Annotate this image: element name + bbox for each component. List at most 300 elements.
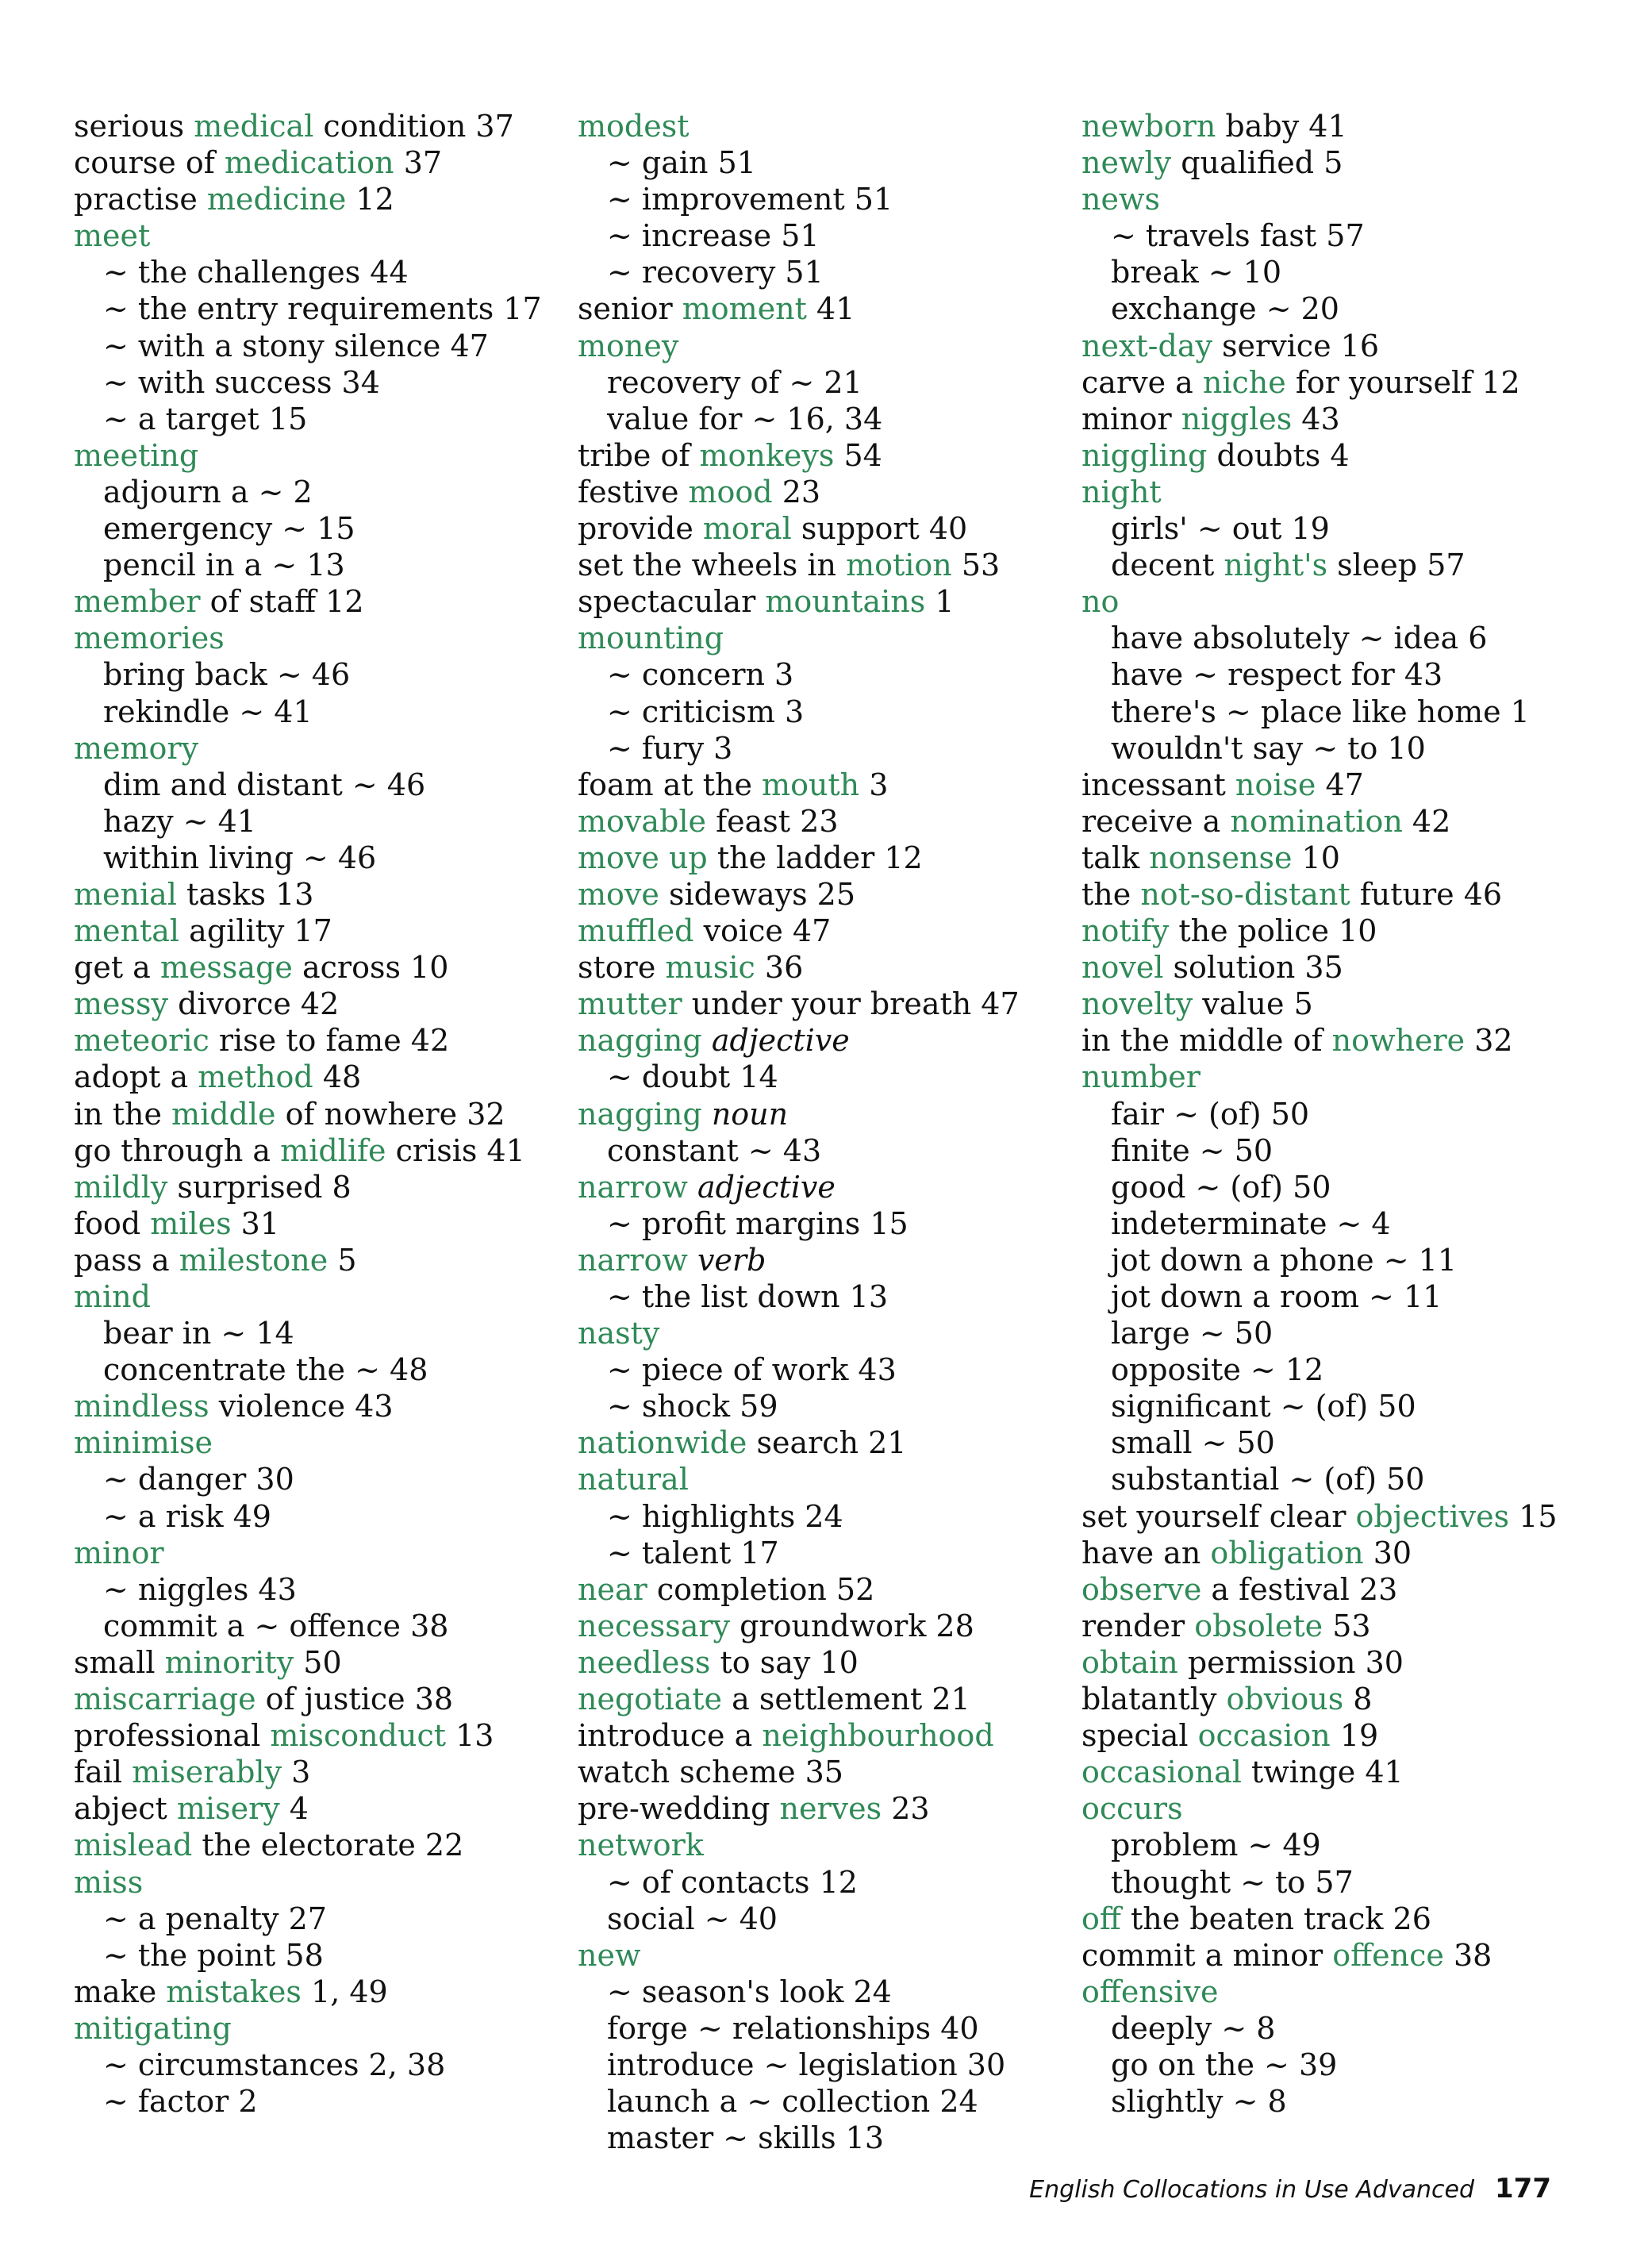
entry-text: go on the ~ 39 <box>1111 2047 1338 2082</box>
headword: night <box>1081 474 1162 509</box>
entry-text: in the middle of <box>1081 1023 1332 1059</box>
index-subentry <box>1081 1827 1573 1863</box>
entry-text: introduce a <box>578 1718 763 1754</box>
index-entry <box>578 1022 1070 1059</box>
headword: nationwide <box>578 1425 747 1461</box>
entry-text: decent <box>1111 548 1224 583</box>
entry-text: watch scheme 35 <box>578 1755 843 1790</box>
entry-text: 43 <box>1292 401 1340 436</box>
entry-text: value for ~ 16, 34 <box>607 401 883 436</box>
index-subentry <box>578 254 1070 290</box>
headword: offence <box>1332 1937 1444 1973</box>
entry-text: jot down a room ~ 11 <box>1111 1279 1443 1314</box>
index-subentry <box>74 840 566 876</box>
entry-text: practise <box>74 182 207 217</box>
entry-text: 31 <box>231 1205 280 1241</box>
headword: narrow <box>578 1242 688 1278</box>
headword: medication <box>224 145 394 181</box>
headword: observe <box>1081 1571 1202 1607</box>
entry-text: twinge 41 <box>1241 1755 1404 1790</box>
headword: offensive <box>1081 1974 1219 2009</box>
index-entry <box>1081 803 1573 840</box>
entry-text: support 40 <box>791 511 968 547</box>
entry-text: pencil in a ~ 13 <box>103 548 345 583</box>
index-subentry <box>74 474 566 510</box>
index-entry <box>74 217 566 254</box>
entry-text: ~ talent 17 <box>607 1535 779 1570</box>
part-of-speech: noun <box>711 1096 789 1132</box>
index-subentry <box>74 290 566 327</box>
headword: nonsense <box>1149 840 1293 875</box>
headword: niggling <box>1081 437 1208 473</box>
entry-text: future 46 <box>1350 876 1503 912</box>
entry-text: ~ highlights 24 <box>607 1498 843 1534</box>
headword: miserably <box>132 1755 282 1790</box>
index-entry <box>74 144 566 181</box>
index-subentry <box>578 217 1070 254</box>
index-entry <box>578 913 1070 949</box>
index-subentry <box>74 1901 566 1937</box>
headword: mildly <box>74 1169 168 1205</box>
entry-text: violence 43 <box>209 1389 394 1424</box>
index-subentry <box>1081 1351 1573 1388</box>
entry-text: course of <box>74 145 225 181</box>
entry-text: agility 17 <box>179 913 332 949</box>
headword: miscarriage <box>74 1682 256 1717</box>
entry-text: ~ a target 15 <box>103 401 308 436</box>
index-subentry <box>74 328 566 364</box>
index-entry <box>74 1974 566 2010</box>
index-subentry <box>1081 1315 1573 1351</box>
index-subentry <box>1081 217 1573 254</box>
entry-text: master ~ skills 13 <box>607 2120 885 2156</box>
index-subentry <box>1081 620 1573 656</box>
index-subentry <box>578 1205 1070 1242</box>
entry-text: recovery of ~ 21 <box>607 364 862 400</box>
entry-text: serious <box>74 109 194 144</box>
index-entry <box>74 1754 566 1790</box>
index-entry <box>578 1937 1070 1974</box>
headword: minimise <box>74 1425 213 1461</box>
entry-text: bring back ~ 46 <box>103 657 351 693</box>
index-entry <box>578 1096 1070 1132</box>
entry-text: ~ criticism 3 <box>607 694 805 729</box>
headword: misconduct <box>270 1718 447 1754</box>
entry-text: finite ~ 50 <box>1111 1132 1273 1168</box>
entry-text: condition 37 <box>313 109 514 144</box>
entry-text: go through a <box>74 1132 281 1168</box>
index-entry <box>1081 1498 1573 1535</box>
headword: night's <box>1224 548 1328 583</box>
entry-text: social ~ 40 <box>607 1901 778 1936</box>
headword: novel <box>1081 950 1164 986</box>
index-entry <box>1081 1022 1573 1059</box>
index-entry <box>578 876 1070 913</box>
entry-text: ~ circumstances 2, 38 <box>103 2047 446 2082</box>
index-entry <box>1081 474 1573 510</box>
entry-text: the police 10 <box>1169 913 1377 949</box>
entry-text: special <box>1081 1718 1198 1754</box>
entry-text: a settlement 21 <box>722 1682 970 1717</box>
entry-text: solution 35 <box>1163 950 1343 986</box>
entry-text: set yourself clear <box>1081 1498 1356 1534</box>
index-subentry <box>1081 1388 1573 1424</box>
index-entry <box>578 1315 1070 1351</box>
index-subentry <box>74 694 566 730</box>
entry-text: 5 <box>328 1242 357 1278</box>
index-subentry <box>578 1351 1070 1388</box>
entry-text: voice 47 <box>693 913 832 949</box>
index-entry <box>1081 1535 1573 1571</box>
entry-text: break ~ 10 <box>1111 255 1282 290</box>
index-entry <box>1081 1059 1573 1095</box>
entry-text: 1 <box>925 584 955 620</box>
entry-text: the ladder 12 <box>707 840 923 875</box>
index-subentry <box>1081 254 1573 290</box>
entry-text: constant ~ 43 <box>607 1132 822 1168</box>
headword: network <box>578 1828 704 1863</box>
headword: muffled <box>578 913 694 949</box>
headword: memory <box>74 730 199 766</box>
entry-text: baby 41 <box>1216 109 1347 144</box>
entry-text: search 21 <box>747 1425 907 1461</box>
index-subentry <box>578 656 1070 693</box>
entry-text: abject <box>74 1791 177 1827</box>
index-column-1 <box>74 108 566 2120</box>
entry-text: professional <box>74 1718 271 1754</box>
headword: music <box>665 950 755 986</box>
entry-text: pre-wedding <box>578 1791 780 1827</box>
index-entry <box>74 1169 566 1205</box>
index-entry <box>1081 583 1573 620</box>
index-subentry <box>578 2047 1070 2083</box>
entry-text: 53 <box>951 548 1001 583</box>
entry-text: tasks 13 <box>176 876 314 912</box>
index-entry <box>74 1388 566 1424</box>
entry-text: 3 <box>282 1755 311 1790</box>
entry-text: ~ shock 59 <box>607 1389 778 1424</box>
index-entry <box>578 767 1070 803</box>
index-subentry <box>578 2010 1070 2047</box>
index-entry <box>1081 767 1573 803</box>
entry-text: ~ recovery 51 <box>607 255 824 290</box>
headword: messy <box>74 986 168 1022</box>
headword: mutter <box>578 986 682 1022</box>
index-entry <box>1081 181 1573 217</box>
index-entry <box>74 876 566 913</box>
index-subentry <box>1081 1424 1573 1461</box>
index-subentry <box>578 401 1070 437</box>
entry-text: slightly ~ 8 <box>1111 2084 1287 2120</box>
headword: obtain <box>1081 1644 1178 1680</box>
headword: moment <box>682 291 807 327</box>
entry-text: qualified 5 <box>1171 145 1343 181</box>
entry-text: 23 <box>882 1791 930 1827</box>
headword: meet <box>74 218 151 254</box>
headword: necessary <box>578 1608 731 1643</box>
index-entry <box>74 1022 566 1059</box>
index-entry <box>578 1169 1070 1205</box>
index-subentry <box>578 181 1070 217</box>
entry-text <box>688 1243 697 1278</box>
index-entry <box>74 1827 566 1863</box>
index-entry <box>74 986 566 1022</box>
entry-text: sleep 57 <box>1327 548 1466 583</box>
headword: news <box>1081 182 1160 217</box>
entry-text: for yourself 12 <box>1285 364 1520 400</box>
page-footer <box>1029 2173 1551 2205</box>
headword: nasty <box>578 1316 660 1351</box>
index-entry <box>578 290 1070 327</box>
entry-text: emergency ~ 15 <box>103 511 355 547</box>
index-entry <box>578 1754 1070 1790</box>
entry-text: 38 <box>1443 1937 1492 1973</box>
page-number: 177 <box>1495 2173 1551 2205</box>
headword: newborn <box>1081 109 1216 144</box>
entry-text: groundwork 28 <box>730 1608 974 1643</box>
index-entry <box>74 620 566 656</box>
index-column-3 <box>1081 108 1573 2120</box>
entry-text: the beaten track 26 <box>1120 1901 1431 1936</box>
index-entry <box>578 840 1070 876</box>
entry-text: ~ factor 2 <box>103 2084 258 2120</box>
headword: minor <box>74 1535 164 1570</box>
index-subentry <box>74 2047 566 2083</box>
entry-text: ~ niggles 43 <box>103 1571 297 1607</box>
entry-text: rise to fame 42 <box>209 1023 450 1059</box>
index-subentry <box>1081 2047 1573 2083</box>
entry-text: jot down a phone ~ 11 <box>1111 1242 1458 1278</box>
headword: near <box>578 1571 647 1607</box>
entry-text: 53 <box>1323 1608 1371 1643</box>
part-of-speech: verb <box>697 1242 766 1278</box>
index-subentry <box>1081 2083 1573 2120</box>
index-entry <box>74 108 566 144</box>
entry-text: tribe of <box>578 437 700 473</box>
index-subentry <box>1081 1278 1573 1315</box>
entry-text: talk <box>1081 840 1150 875</box>
part-of-speech: adjective <box>697 1169 836 1205</box>
entry-text: divorce 42 <box>168 986 340 1022</box>
index-subentry <box>1081 510 1573 547</box>
index-subentry <box>1081 656 1573 693</box>
index-entry <box>1081 437 1573 474</box>
entry-text: ~ gain 51 <box>607 145 756 181</box>
index-subentry <box>1081 730 1573 767</box>
entry-text: problem ~ 49 <box>1111 1828 1321 1863</box>
index-entry <box>1081 1644 1573 1681</box>
entry-text: 30 <box>1363 1535 1412 1570</box>
entry-text: commit a minor <box>1081 1937 1333 1973</box>
entry-text: forge ~ relationships 40 <box>607 2010 979 2046</box>
headword: mistakes <box>166 1974 302 2009</box>
entry-text: have ~ respect for 43 <box>1111 657 1443 693</box>
headword: nomination <box>1230 803 1403 839</box>
index-entry <box>578 474 1070 510</box>
entry-text <box>702 1097 712 1132</box>
entry-text: there's ~ place like home 1 <box>1111 694 1530 729</box>
index-entry <box>1081 913 1573 949</box>
index-subentry <box>578 364 1070 401</box>
entry-text: ~ the point 58 <box>103 1937 324 1973</box>
entry-text: 10 <box>1292 840 1340 875</box>
entry-text: 50 <box>294 1644 342 1680</box>
index-subentry <box>578 730 1070 767</box>
index-entry <box>74 437 566 474</box>
entry-text: 41 <box>806 291 855 327</box>
headword: meeting <box>74 437 199 473</box>
headword: move <box>578 876 659 912</box>
entry-text: ~ travels fast 57 <box>1111 218 1365 254</box>
headword: monkeys <box>699 437 835 473</box>
headword: number <box>1081 1059 1201 1095</box>
entry-text: ~ with a stony silence 47 <box>103 328 489 363</box>
entry-text: substantial ~ (of) 50 <box>1111 1462 1425 1497</box>
index-subentry <box>74 2083 566 2120</box>
index-entry <box>578 1608 1070 1644</box>
entry-text: 13 <box>446 1718 494 1754</box>
entry-text: ~ profit margins 15 <box>607 1205 909 1241</box>
entry-text: launch a ~ collection 24 <box>607 2084 978 2120</box>
entry-text: good ~ (of) 50 <box>1111 1169 1331 1205</box>
index-entry <box>578 547 1070 583</box>
index-subentry <box>578 1498 1070 1535</box>
entry-text: significant ~ (of) 50 <box>1111 1389 1416 1424</box>
headword: move up <box>578 840 708 875</box>
headword: occasional <box>1081 1755 1242 1790</box>
entry-text: spectacular <box>578 584 766 620</box>
entry-text: opposite ~ 12 <box>1111 1352 1324 1388</box>
index-entry <box>74 1644 566 1681</box>
entry-text: carve a <box>1081 364 1203 400</box>
entry-text: hazy ~ 41 <box>103 803 256 839</box>
headword: motion <box>846 548 952 583</box>
headword: not-so-distant <box>1140 876 1350 912</box>
entry-text: 36 <box>755 950 804 986</box>
index-entry <box>1081 364 1573 401</box>
entry-text: 47 <box>1316 767 1364 802</box>
index-entry <box>1081 144 1573 181</box>
index-subentry <box>1081 2010 1573 2047</box>
entry-text: ~ danger 30 <box>103 1462 294 1497</box>
entry-text: small <box>74 1644 165 1680</box>
index-entry <box>578 803 1070 840</box>
entry-text: value 5 <box>1193 986 1313 1022</box>
index-subentry <box>578 2083 1070 2120</box>
index-entry <box>578 108 1070 144</box>
entry-text: 54 <box>834 437 882 473</box>
part-of-speech: adjective <box>711 1023 850 1059</box>
index-subentry <box>74 364 566 401</box>
index-entry <box>74 1424 566 1461</box>
entry-text: 48 <box>313 1059 362 1095</box>
headword: niche <box>1202 364 1286 400</box>
headword: meteoric <box>74 1023 209 1059</box>
entry-text: ~ doubt 14 <box>607 1059 778 1095</box>
headword: mislead <box>74 1828 193 1863</box>
index-subentry <box>1081 1132 1573 1169</box>
index-entry <box>1081 1790 1573 1827</box>
entry-text: ~ fury 3 <box>607 730 733 766</box>
index-entry <box>74 1278 566 1315</box>
entry-text: wouldn't say ~ to 10 <box>1111 730 1426 766</box>
index-subentry <box>74 510 566 547</box>
index-subentry <box>74 803 566 840</box>
entry-text: doubts 4 <box>1207 437 1350 473</box>
index-entry <box>578 510 1070 547</box>
index-entry <box>1081 840 1573 876</box>
index-entry <box>1081 328 1573 364</box>
entry-text: of staff 12 <box>200 584 364 620</box>
index-column-2 <box>578 108 1070 2156</box>
entry-text: to say 10 <box>710 1644 859 1680</box>
entry-text: ~ piece of work 43 <box>607 1352 897 1388</box>
index-entry <box>1081 1974 1573 2010</box>
headword: moral <box>702 511 792 547</box>
entry-text: ~ of contacts 12 <box>607 1864 858 1900</box>
headword: next-day <box>1081 328 1212 363</box>
index-entry <box>578 1242 1070 1278</box>
entry-text: 8 <box>1343 1682 1373 1717</box>
index-entry <box>1081 1717 1573 1754</box>
index-entry <box>1081 1937 1573 1974</box>
headword: menial <box>74 876 177 912</box>
entry-text: ~ a risk 49 <box>103 1498 271 1534</box>
entry-text <box>688 1170 697 1205</box>
headword: niggles <box>1181 401 1293 436</box>
index-entry <box>1081 949 1573 986</box>
headword: obsolete <box>1194 1608 1323 1643</box>
index-entry <box>1081 986 1573 1022</box>
index-subentry <box>74 1937 566 1974</box>
index-entry <box>74 1681 566 1717</box>
entry-text: minor <box>1081 401 1181 436</box>
headword: mood <box>688 474 773 509</box>
headword: modest <box>578 109 690 144</box>
entry-text: incessant <box>1081 767 1235 802</box>
entry-text: blatantly <box>1081 1682 1227 1717</box>
index-subentry <box>578 1388 1070 1424</box>
index-subentry <box>578 1132 1070 1169</box>
entry-text: ~ a penalty 27 <box>103 1901 327 1936</box>
index-subentry <box>578 1864 1070 1901</box>
headword: off <box>1081 1901 1121 1936</box>
headword: medicine <box>206 182 347 217</box>
index-subentry <box>578 1278 1070 1315</box>
headword: nerves <box>779 1791 882 1827</box>
entry-text: 19 <box>1330 1718 1379 1754</box>
headword: neighbourhood <box>762 1718 994 1754</box>
entry-text: deeply ~ 8 <box>1111 2010 1276 2046</box>
entry-text: 1, 49 <box>301 1974 388 2009</box>
headword: nagging <box>578 1096 702 1132</box>
index-subentry <box>1081 1461 1573 1497</box>
index-subentry <box>1081 694 1573 730</box>
headword: narrow <box>578 1169 688 1205</box>
entry-text: the electorate 22 <box>192 1828 464 1863</box>
index-subentry <box>74 254 566 290</box>
headword: money <box>578 328 679 363</box>
index-entry <box>578 437 1070 474</box>
entry-text: get a <box>74 950 160 986</box>
entry-text: ~ with success 34 <box>103 364 380 400</box>
headword: objectives <box>1355 1498 1510 1534</box>
headword: notify <box>1081 913 1170 949</box>
entry-text: food <box>74 1205 151 1241</box>
entry-text: the <box>1081 876 1141 912</box>
index-entry <box>74 949 566 986</box>
index-entry <box>1081 876 1573 913</box>
